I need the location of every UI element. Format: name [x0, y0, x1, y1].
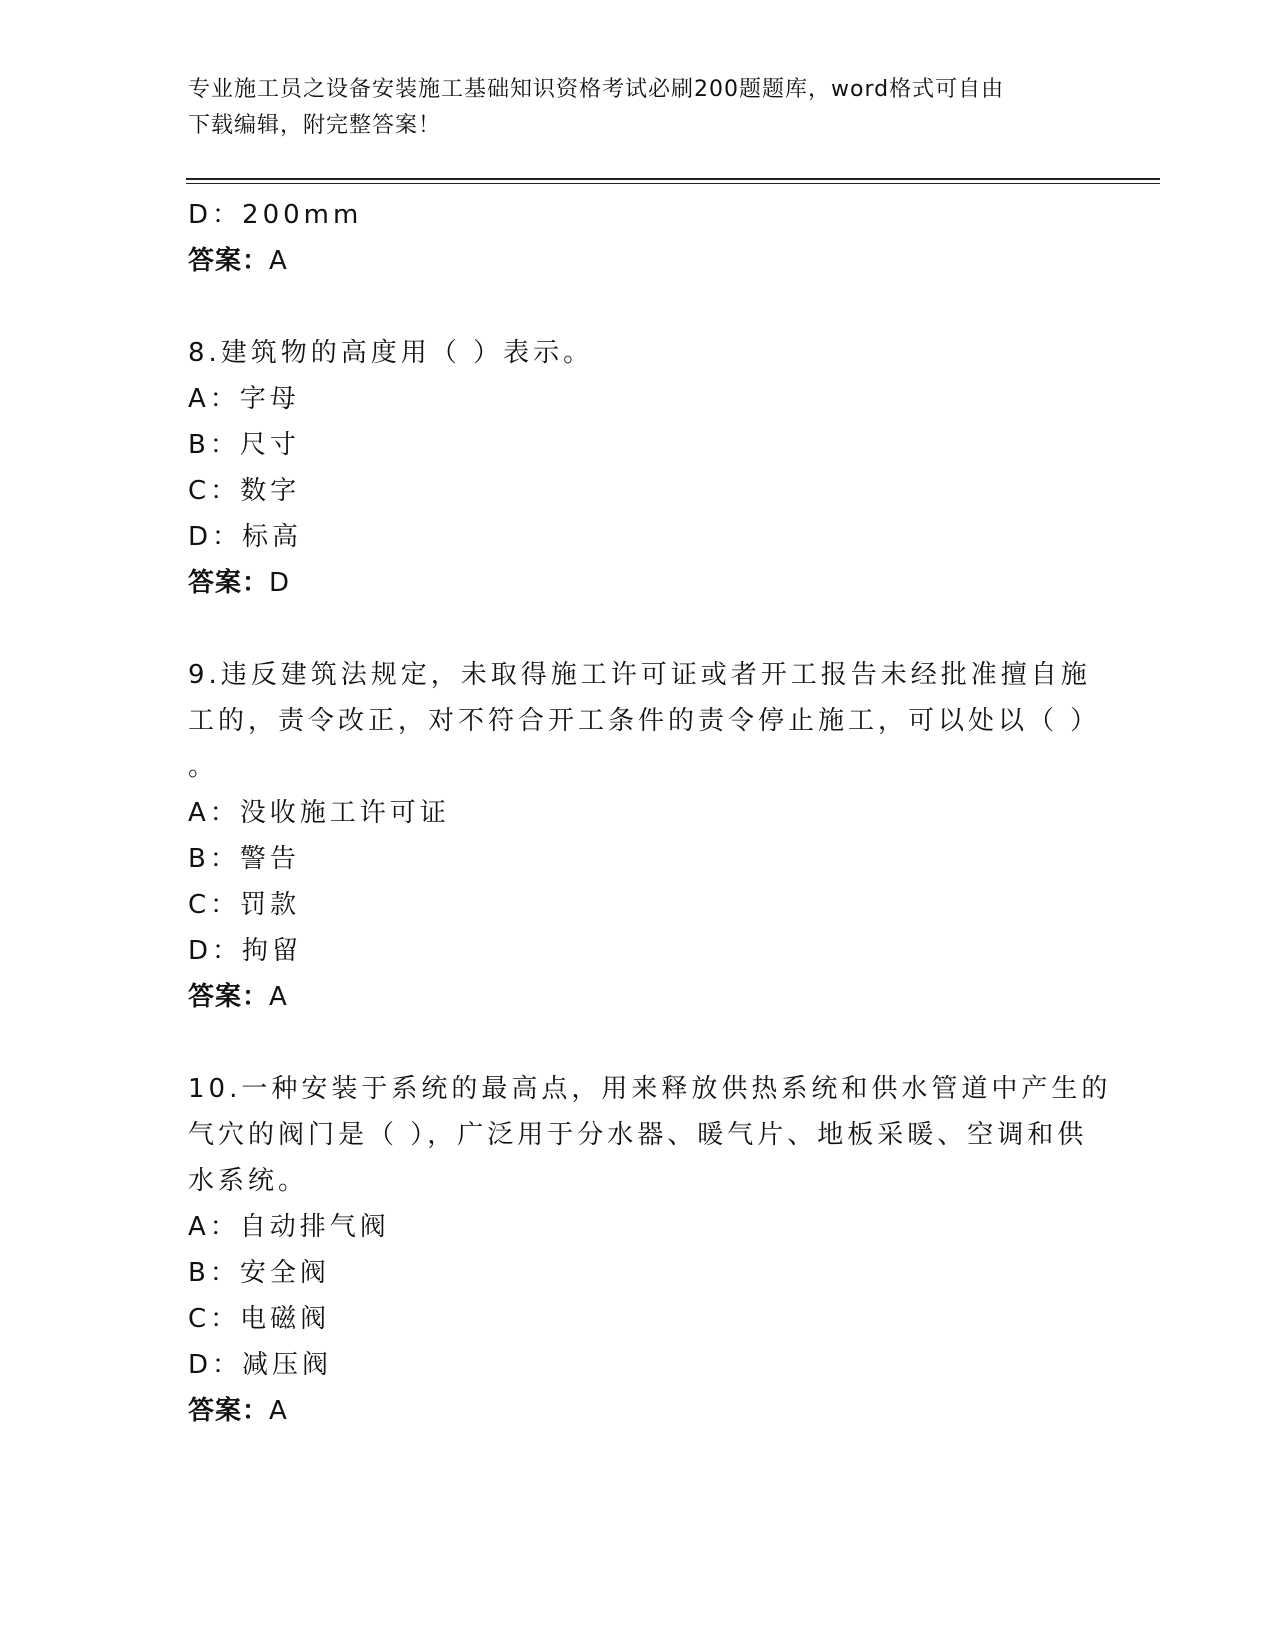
- question-stem-line-3: 。: [188, 752, 219, 782]
- header-divider-thin: [186, 183, 1160, 184]
- answer-value: D: [269, 568, 291, 598]
- answer-line: [188, 238, 1088, 284]
- spacer: [188, 1020, 1088, 1066]
- header-divider-thick: [186, 178, 1160, 180]
- question-stem: 8.建筑物的高度用（ ）表示。: [188, 338, 594, 368]
- question-10: [188, 1066, 1112, 1434]
- header-line-2: 下载编辑，附完整答案！: [188, 113, 442, 138]
- option-b: B：警告: [188, 844, 300, 874]
- answer-value: A: [269, 982, 288, 1012]
- answer-label: 答案：: [188, 246, 270, 276]
- option-d: D：200mm: [188, 200, 363, 230]
- option-c: C：电磁阀: [188, 1304, 331, 1334]
- document-header: [188, 72, 1088, 144]
- option-d: D：拘留: [188, 936, 303, 966]
- option-d: D：减压阀: [188, 1350, 333, 1380]
- question-stem-line-1: 10.一种安装于系统的最高点，用来释放供热系统和供水管道中产生的: [188, 1074, 1112, 1104]
- option-b: B：安全阀: [188, 1258, 330, 1288]
- option-c: C：罚款: [188, 890, 301, 920]
- spacer: [188, 284, 1088, 330]
- option-c: C：数字: [188, 476, 301, 506]
- question-stem-line-3: 水系统。: [188, 1166, 309, 1196]
- answer-line: [188, 974, 1088, 1020]
- question-9: [188, 652, 1101, 1020]
- option-d: D：标高: [188, 522, 303, 552]
- answer-line: [188, 560, 1088, 606]
- answer-label: 答案：: [188, 1396, 270, 1426]
- answer-line: [188, 1388, 1088, 1434]
- question-stem-line-1: 9.违反建筑法规定，未取得施工许可证或者开工报告未经批准擅自施: [188, 660, 1091, 690]
- answer-value: A: [269, 246, 288, 276]
- option-b: B：尺寸: [188, 430, 300, 460]
- option-a: A：没收施工许可证: [188, 798, 450, 828]
- spacer: [188, 606, 1088, 652]
- option-a: A：字母: [188, 384, 300, 414]
- question-stem-line-2: 气穴的阀门是（ ），广泛用于分水器、暖气片、地板采暖、空调和供: [188, 1120, 1088, 1150]
- option-a: A：自动排气阀: [188, 1212, 390, 1242]
- answer-label: 答案：: [188, 982, 270, 1012]
- question-8: [188, 330, 1088, 606]
- answer-value: A: [269, 1396, 288, 1426]
- header-line-1: 专业施工员之设备安装施工基础知识资格考试必刷200题题库，word格式可自由: [188, 77, 1005, 102]
- question-list: [188, 192, 1112, 1434]
- answer-label: 答案：: [188, 568, 270, 598]
- question-stem-line-2: 工的，责令改正，对不符合开工条件的责令停止施工，可以处以（ ）: [188, 706, 1101, 736]
